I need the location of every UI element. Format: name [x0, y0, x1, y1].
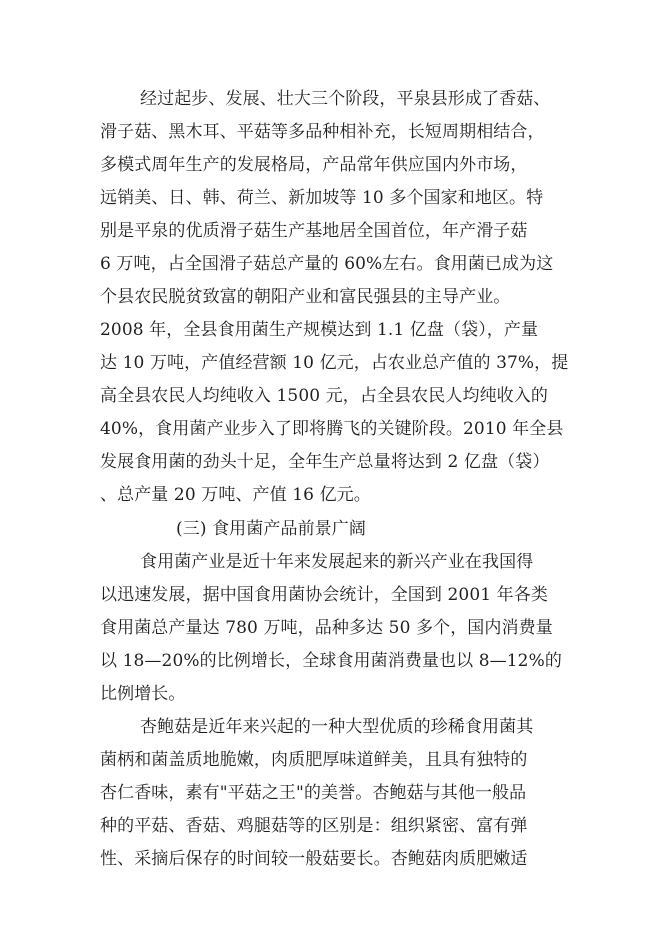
paragraph-1-line-1: 经过起步、发展、壮大三个阶段，平泉县形成了香菇、: [140, 89, 551, 109]
paragraph-4-line-4: 种的平菇、香菇、鸡腿菇等的区别是：组织紧密、富有弹: [100, 816, 528, 836]
paragraph-2-line-1: 2008 年，全县食用菌生产规模达到 1.1 亿盘（袋），产量: [100, 320, 539, 340]
paragraph-4-line-2: 菌柄和菌盖质地脆嫩，肉质肥厚味道鲜美，且具有独特的: [100, 750, 528, 770]
paragraph-3-line-3: 食用菌总产量达 780 万吨，品种多达 50 多个，国内消费量: [100, 618, 553, 638]
paragraph-4-line-3: 杏仁香味，素有"平菇之王"的美誉。杏鲍菇与其他一般品: [100, 783, 527, 803]
paragraph-3-line-1: 食用菌产业是近十年来发展起来的新兴产业在我国得: [140, 552, 534, 572]
paragraph-2-line-4: 40%，食用菌产业步入了即将腾飞的关键阶段。2010 年全县: [100, 419, 564, 439]
paragraph-3-line-5: 比例增长。: [100, 684, 186, 704]
section-heading: (三) 食用菌产品前景广阔: [176, 519, 366, 539]
paragraph-1-line-6: 6 万吨，占全国滑子菇总产量的 60%左右。食用菌已成为这: [100, 254, 554, 274]
paragraph-4-line-5: 性、采摘后保存的时间较一般菇要长。杏鲍菇肉质肥嫩适: [100, 849, 528, 869]
paragraph-1-line-3: 多模式周年生产的发展格局，产品常年供应国内外市场，: [100, 155, 528, 175]
paragraph-3-line-2: 以迅速发展，据中国食用菌协会统计，全国到 2001 年各类: [100, 585, 548, 605]
paragraph-1-line-7: 个县农民脱贫致富的朝阳产业和富民强县的主导产业。: [100, 287, 511, 307]
paragraph-1-line-2: 滑子菇、黑木耳、平菇等多品种相补充，长短周期相结合，: [100, 122, 545, 142]
paragraph-2-line-3: 高全县农民人均纯收入 1500 元，占全县农民人均纯收入的: [100, 386, 548, 406]
paragraph-1-line-4: 远销美、日、韩、荷兰、新加坡等 10 多个国家和地区。特: [100, 188, 544, 208]
paragraph-1-line-5: 别是平泉的优质滑子菇生产基地居全国首位，年产滑子菇: [100, 221, 528, 241]
paragraph-2-line-2: 达 10 万吨，产值经营额 10 亿元，占农业总产值的 37%，提: [100, 353, 569, 373]
paragraph-4-line-1: 杏鲍菇是近年来兴起的一种大型优质的珍稀食用菌其: [140, 717, 534, 737]
paragraph-3-line-4: 以 18—20%的比例增长，全球食用菌消费量也以 8—12%的: [100, 651, 562, 671]
paragraph-2-line-6: 、总产量 20 万吨、产值 16 亿元。: [100, 485, 371, 505]
paragraph-2-line-5: 发展食用菌的劲头十足，全年生产总量将达到 2 亿盘（袋）: [100, 452, 550, 472]
